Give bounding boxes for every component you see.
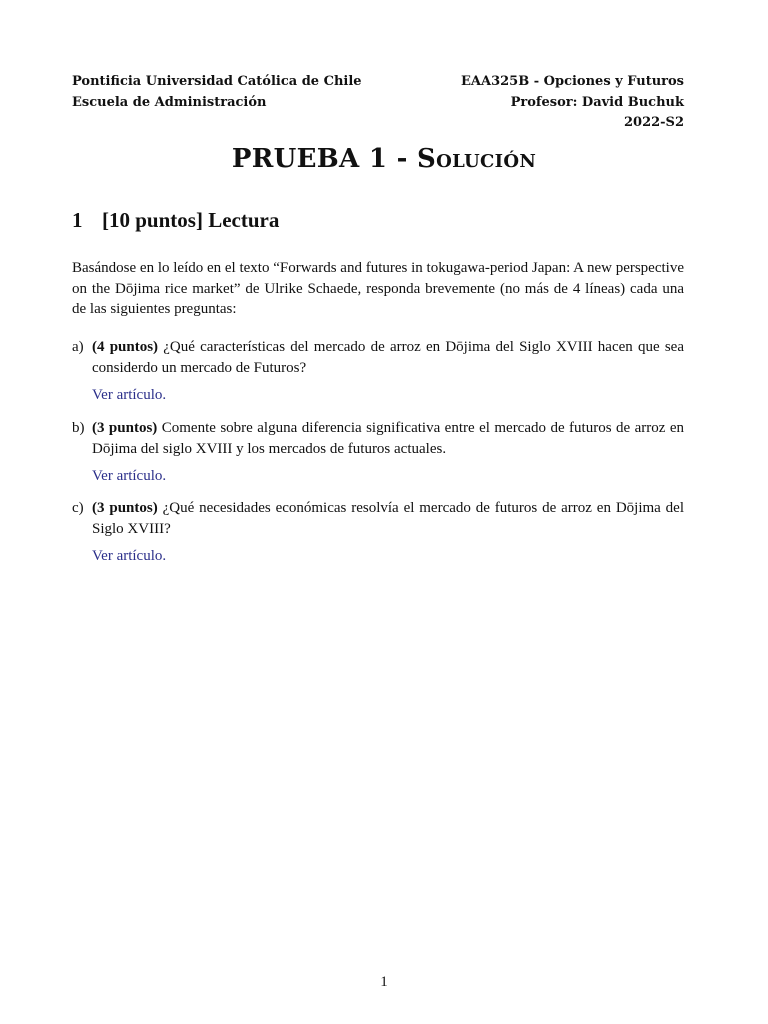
term: 2022-S2 bbox=[623, 115, 684, 130]
course-name: EAA325B - Opciones y Futuros bbox=[461, 74, 684, 89]
question-text: Comente sobre alguna diferencia significativa entre el mercado de futuros de arroz en Dōjima del siglo XVIII y los mercados de futuros actuales. bbox=[92, 420, 684, 457]
question-text: ¿Qué necesidades económicas resolvía el mercado de futuros de arroz en Dōjima del Siglo XVIII? bbox=[92, 500, 684, 537]
question-a bbox=[72, 337, 684, 406]
ver-articulo-link[interactable]: Ver artículo. bbox=[92, 548, 167, 564]
section-number: 1 bbox=[72, 208, 83, 232]
question-body bbox=[92, 418, 684, 459]
question-letter: c) bbox=[72, 500, 84, 516]
page-title bbox=[0, 144, 768, 174]
header-right bbox=[461, 72, 684, 134]
intro-paragraph: Basándose en lo leído en el texto “Forwards and futures in tokugawa-period Japan: A new perspective on the Dōjima rice market” de Ulrike Schaede, responda brevemente (no más de 4 líneas) cada una de las siguientes preguntas: bbox=[72, 260, 684, 317]
university-name: Pontificia Universidad Católica de Chile bbox=[72, 74, 362, 89]
question-body bbox=[92, 337, 684, 378]
title-small-caps: Solución bbox=[417, 144, 537, 174]
ver-articulo-link[interactable]: Ver artículo. bbox=[92, 387, 167, 403]
header-left bbox=[72, 72, 362, 113]
question-points: (3 puntos) bbox=[92, 420, 158, 436]
professor-name: Profesor: David Buchuk bbox=[510, 94, 684, 110]
question-points: (4 puntos) bbox=[92, 339, 159, 355]
question-letter: b) bbox=[72, 420, 85, 436]
question-text: ¿Qué características del mercado de arroz en Dōjima del Siglo XVIII hacen que sea considerdo un mercado de Futuros? bbox=[92, 339, 684, 376]
question-points: (3 puntos) bbox=[92, 500, 158, 516]
question-c bbox=[72, 498, 684, 567]
question-b bbox=[72, 418, 684, 487]
title-main: PRUEBA 1 - bbox=[231, 144, 418, 174]
section-title: [10 puntos] Lectura bbox=[102, 208, 280, 232]
page-number: 1 bbox=[380, 974, 388, 990]
school-name: Escuela de Administración bbox=[72, 94, 267, 110]
ver-articulo-link[interactable]: Ver artículo. bbox=[92, 468, 167, 484]
question-letter: a) bbox=[72, 339, 84, 355]
section-heading bbox=[72, 208, 279, 233]
question-body bbox=[92, 498, 684, 539]
